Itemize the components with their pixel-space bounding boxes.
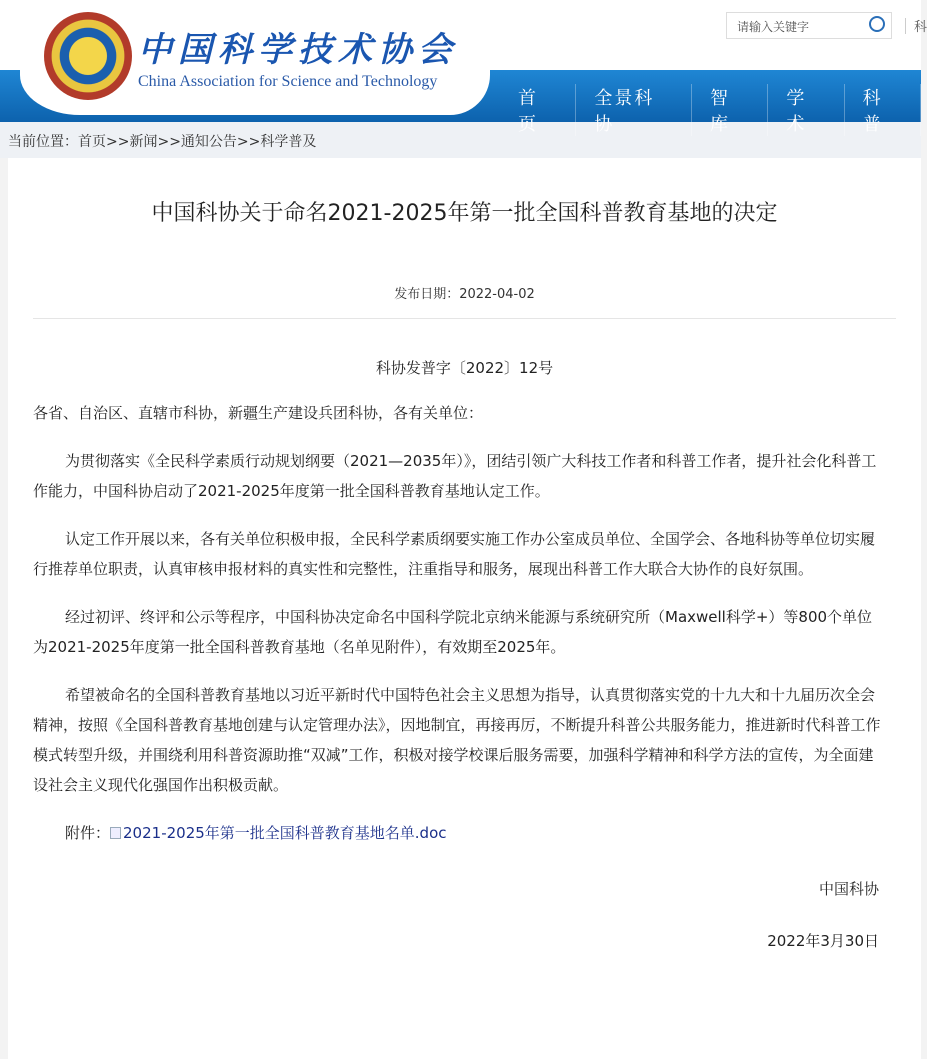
nav-science-pop[interactable]: 科普 (845, 84, 921, 136)
document-number: 科协发普字〔2022〕12号 (375, 359, 554, 377)
search-icon[interactable] (869, 16, 885, 32)
top-link[interactable]: 科 (914, 20, 927, 35)
breadcrumb[interactable]: 当前位置：首页>>新闻>>通知公告>>科学普及 (0, 122, 921, 158)
paragraph: 经过初评、终评和公示等程序，中国科协决定命名中国科学院北京纳米能源与系统研究所（Maxwell科学+）等800个单位为2021-2025年度第一批全国科普教育基地（名单见附件），有效期至2025年。 (33, 608, 873, 656)
signature: 中国科协 (818, 880, 879, 898)
publish-date: 发布日期：2022-04-02 (394, 287, 535, 302)
page-title: 中国科协关于命名2021-2025年第一批全国科普教育基地的决定 (151, 201, 778, 226)
nav-overview[interactable]: 全景科协 (576, 84, 692, 136)
org-name-cn: 中国科学技术协会 (138, 30, 458, 70)
paragraph: 希望被命名的全国科普教育基地以习近平新时代中国特色社会主义思想为指导，认真贯彻落实党的十九大和十九届历次全会精神，按照《全国科普教育基地创建与认定管理办法》，因地制宜，再接再厉，不断提升科普公共服务能力，推进新时代科普工作模式转型升级，并围绕利用科普资源助推“双减”工作，积极对接学校课后服务需要，加强科学精神和科学方法的宣传，为全面建设社会主义现代化强国作出积极贡献。 (33, 686, 881, 794)
divider (905, 18, 906, 34)
attachment-link[interactable]: 2021-2025年第一批全国科普教育基地名单.doc (123, 824, 447, 842)
sign-date: 2022年3月30日 (767, 932, 879, 950)
nav-academic[interactable]: 学术 (768, 84, 844, 136)
doc-file-icon (110, 827, 121, 839)
attachment-label: 附件： (65, 824, 111, 842)
divider (33, 318, 896, 319)
org-name-en: China Association for Science and Technology (138, 73, 438, 90)
main-nav (500, 84, 921, 136)
cast-logo[interactable] (44, 12, 132, 100)
paragraph: 认定工作开展以来，各有关单位积极申报，全民科学素质纲要实施工作办公室成员单位、全国学会、各地科协等单位切实履行推荐单位职责，认真审核申报材料的真实性和完整性，注重指导和服务，展现出科普工作大联合大协作的良好氛围。 (33, 530, 876, 578)
attachment (33, 818, 896, 848)
search-placeholder: 请输入关键字 (737, 20, 810, 34)
salutation: 各省、自治区、直辖市科协，新疆生产建设兵团科协，各有关单位： (33, 404, 484, 422)
search-input[interactable] (726, 12, 892, 39)
paragraph: 为贯彻落实《全民科学素质行动规划纲要（2021—2035年）》，团结引领广大科技工作者和科普工作者，提升社会化科普工作能力，中国科协启动了2021-2025年度第一批全国科普教育基地认定工作。 (33, 452, 877, 500)
nav-think-tank[interactable]: 智库 (692, 84, 768, 136)
site-header (0, 0, 927, 135)
nav-home[interactable]: 首页 (500, 84, 576, 136)
article (8, 158, 921, 1059)
